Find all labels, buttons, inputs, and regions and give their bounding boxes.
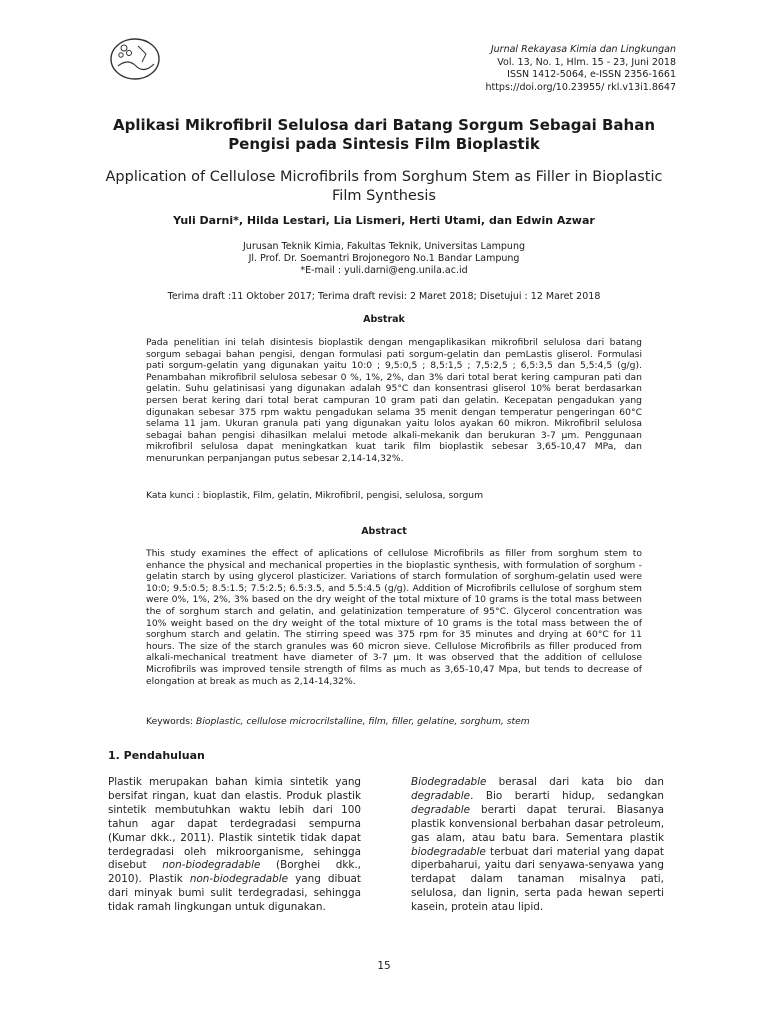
paper-title-indonesian: Aplikasi Mikrofibril Selulosa dari Batang Sorgum Sebagai Bahan Pengisi pada Sintesis Film Bioplastik [112,116,655,153]
body-text-segment: biodegradable [411,845,486,858]
paper-authors: Yuli Darni*, Hilda Lestari, Lia Lismeri, Herti Utami, dan Edwin Azwar [173,214,595,227]
body-column-right [411,776,664,915]
keywords-label: Keywords: [146,716,194,727]
email-line: *E-mail : yuli.darni@eng.unila.ac.id [300,265,468,276]
journal-issn: ISSN 1412-5064, e-ISSN 2356-1661 [507,69,676,80]
page-number: 15 [377,960,391,972]
affiliation-line: Jurusan Teknik Kimia, Fakultas Teknik, Universitas Lampung [243,241,525,252]
keywords-list: Bioplastic, cellulose microcrilstalline, film, filler, gelatine, sorghum, stem [196,716,530,727]
section-heading: 1. Pendahuluan [108,749,205,762]
body-text-segment: non-biodegradable [162,859,261,872]
body-text-segment: berasal dari kata bio dan [486,776,664,788]
submission-dates: Terima draft :11 Oktober 2017; Terima draft revisi: 2 Maret 2018; Disetujui : 12 Maret 2018 [167,291,601,302]
journal-logo-icon [108,36,162,82]
journal-header [485,44,676,94]
body-column-left [108,776,361,915]
body-text-segment: yang dibuat dari minyak bumi sulit terdegradasi, sehingga tidak ramah lingkungan untuk digunakan. [108,873,361,914]
address-line: Jl. Prof. Dr. Soemantri Brojonegoro No.1 Bandar Lampung [248,253,520,264]
affiliation-block [96,241,672,277]
paper-title-english: Application of Cellulose Microfibrils from Sorghum Stem as Filler in Bioplastic Film Synthesis [105,169,663,204]
abstrak-heading: Abstrak [363,314,405,325]
body-text-segment: degradable [411,803,471,816]
body-text-segment: Plastik merupakan bahan kimia sintetik yang bersifat ringan, kuat dan elastis. Produk plastik sintetik membutuhkan waktu lebih dari 100 tahun agar dapat terdegradasi sempurna (Kumar dkk., 2011). Plastik sintetik tidak dapat terdegradasi oleh mikroorganisme, sehingga disebut [108,776,361,872]
journal-volume: Vol. 13, No. 1, Hlm. 15 - 23, Juni 2018 [497,56,676,68]
body-text-segment: degradable [411,789,471,802]
journal-name: Jurnal Rekayasa Kimia dan Lingkungan [490,44,676,55]
abstract-heading: Abstract [361,526,407,537]
body-text-segment: Biodegradable [411,776,487,788]
body-text-segment: non-biodegradable [189,873,289,886]
body-text-segment: . Bio berarti hidup, sedangkan [470,789,664,802]
abstrak-keywords: Kata kunci : bioplastik, Film, gelatin, Mikrofibril, pengisi, selulosa, sorgum [146,490,484,501]
body-text-segment: (Borghei dkk., 2010). Plastik [108,859,361,886]
abstract-keywords [146,716,642,728]
abstrak-text: Pada penelitian ini telah disintesis bioplastik dengan mengaplikasikan mikrofibril selulosa dari batang sorgum sebagai bahan pengisi, dengan formulasi pati sorgum-gelatin dan pemLastis gliserol. Formulasi pati sorgum-gelatin yang digunakan yaitu 10:0 ; 9,5:0,5 ; 8,5:1,5 ; 7,5:2,5 ; 6,5:3,5 dan 5,5:4,5 (g/g). Penambahan mikrofibril selulosa sebesar 0 %, 1%, 2%, dan 3% dari total berat kering campuran pati dan gelatin. Suhu gelatinisasi yang digunakan adalah 95°C dan konsentrasi gliserol 10% berat berdasarkan persen berat kering dari total berat campuran 10 gram pati dan gelatin. Kecepatan pengadukan yang digunakan sebesar 375 rpm waktu pengadukan selama 35 menit dengan temperatur pengeringan 60°C selama 11 jam. Ukuran granula pati yang digunakan yaitu lolos ayakan 60 mikron. Mikrofibril selulosa sebagai bahan pengisi dihasilkan melalui metode alkali-mekanik dan berukuran 3-7 μm. Penggunaan mikrofibril selulosa dapat meningkatkan kuat tarik film bioplastik sebesar 3,65-10,47 MPa, dan menurunkan perpanjangan putus sebesar 2,14-14,32%. [146,337,642,464]
journal-doi[interactable]: https://doi.org/10.23955/ rkl.v13i1.8647 [485,81,676,93]
body-text-segment: berarti dapat terurai. Biasanya plastik konvensional berbahan dasar petroleum, gas alam, atau batu bara. Sementara plastik [411,803,664,844]
abstract-text: This study examines the effect of aplications of cellulose Microfibrils as filler from sorghum stem to enhance the physical and mechanical properties in the bioplastic synthesis, with formulation of sorghum - gelatin starch by using glycerol plasticizer. Variations of starch formulation of sorghum-gelatin used were 10:0; 9.5:0.5; 8.5:1.5; 7.5:2.5; 6.5:3.5, and 5.5:4.5 (g/g). Addition of Microfibrils cellulose of sorghum stem were 0%, 1%, 2%, 3% based on the dry weight of the total mixture of 10 grams is the total mass between the of sorghum starch and gelatin, and gelatinization temperature of 95°C. Glycerol concentration was 10% weight based on the dry weight of the total mixture of 10 grams is the total mass between the of sorghum starch and gelatin. The stirring speed was 375 rpm for 35 minutes and drying at 60°C for 11 hours. The size of the starch granules was 60 micron sieve. Cellulose Microfibrils as filler produced from alkali-mechanical treatment have diameter of 3-7 μm. It was observed that the addition of cellulose Microfibrils was improved tensile strength of films as much as 3,65-10,47 Mpa, but tends to decrease of elongation at break as much as 2,14-14,32%. [146,548,642,687]
body-text-segment: terbuat dari material yang dapat diperbaharui, yaitu dari senyawa-senyawa yang terdapat dalam tanaman misalnya pati, selulosa, dan lignin, serta pada hewan seperti kasein, protein atau lipid. [411,845,664,914]
